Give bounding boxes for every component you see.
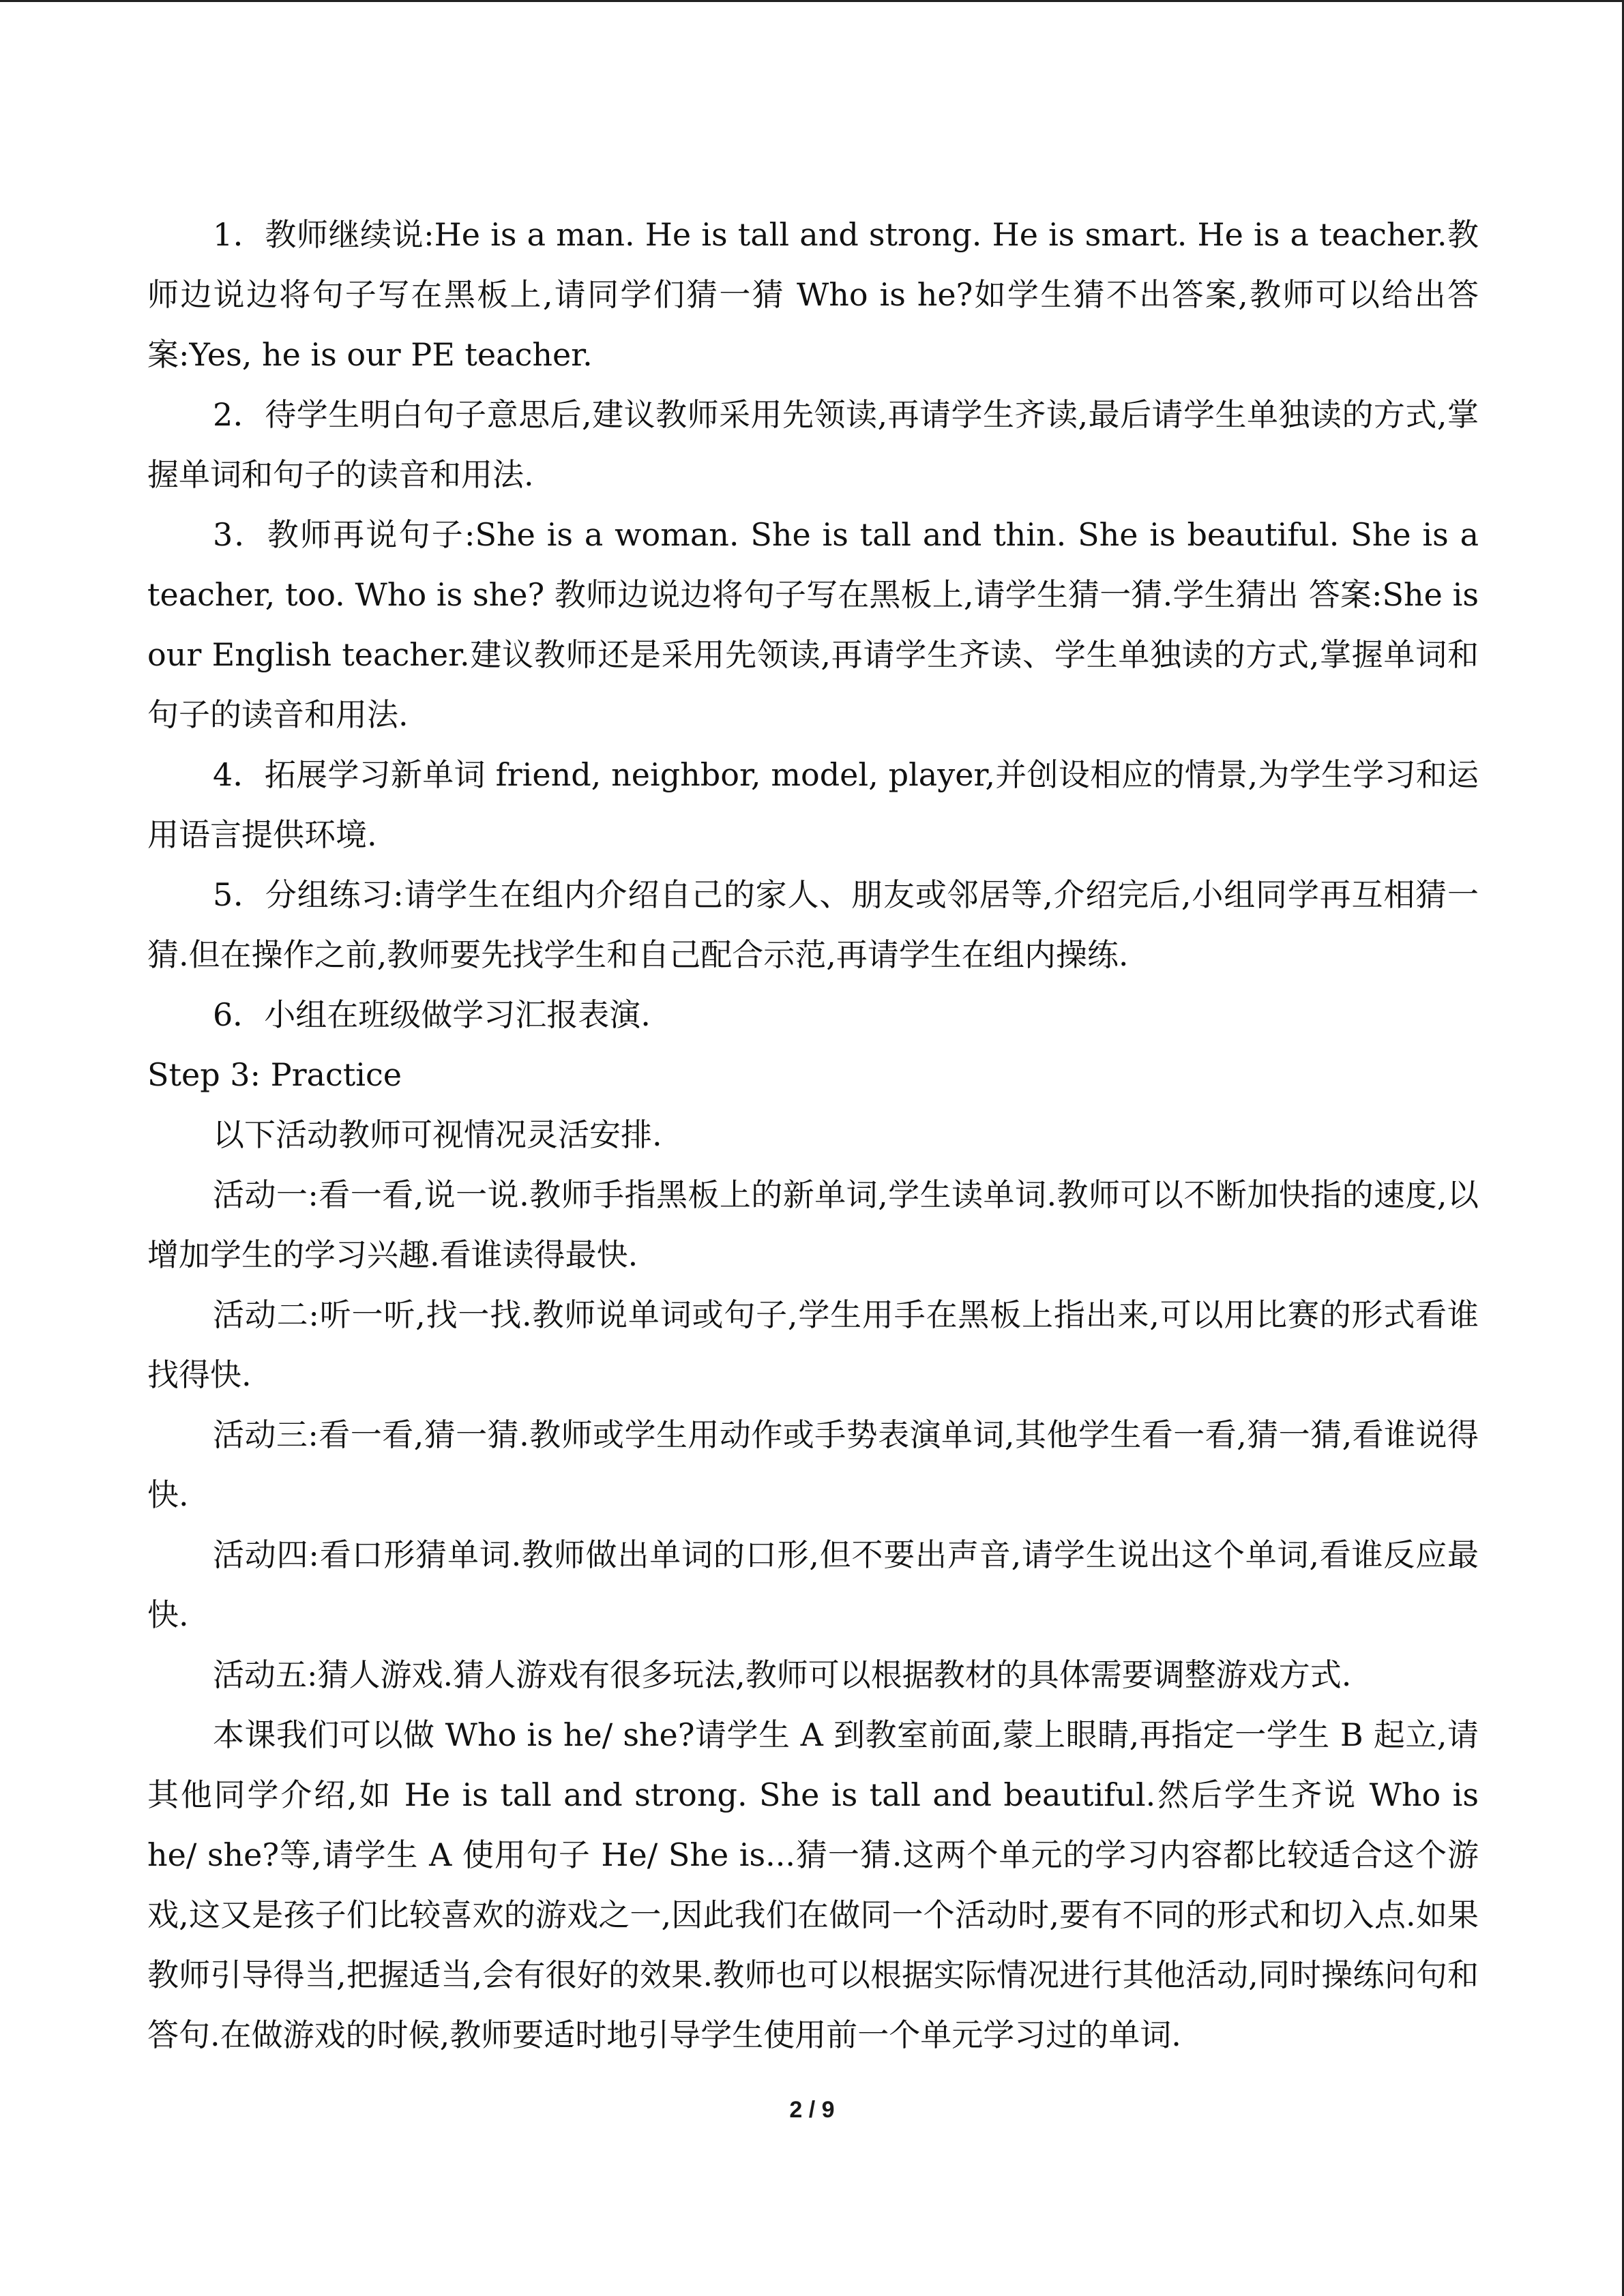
paragraph-step-6: 6．小组在班级做学习汇报表演. [213,996,651,1033]
paragraph-step-5: 5．分组练习:请学生在组内介绍自己的家人、朋友或邻居等,介绍完后,小组同学再互相猜一猜.但在操作之前,教师要先找学生和自己配合示范,再请学生在组内操练. [147,876,1479,973]
paragraph-activity-5: 活动五:猜人游戏.猜人游戏有很多玩法,教师可以根据教材的具体需要调整游戏方式. [213,1656,1352,1693]
paragraph-activity-1: 活动一:看一看,说一说.教师手指黑板上的新单词,学生读单词.教师可以不断加快指的速度,以增加学生的学习兴趣.看谁读得最快. [147,1176,1479,1273]
paragraph-step-3: 3．教师再说句子:She is a woman. She is tall and thin. She is beautiful. She is a teacher, too. Who is she? 教师边说边将句子写在黑板上,请学生猜一猜.学生猜出 答案:She is our English teacher.建议教师还是采用先领读,再请学生齐读、学生单独读的方式,掌握单词和句子的读音和用法. [147,516,1479,733]
paragraph-activity-3: 活动三:看一看,猜一猜.教师或学生用动作或手势表演单词,其他学生看一看,猜一猜,看谁说得快. [147,1416,1479,1513]
paragraph-practice-intro: 以下活动教师可视情况灵活安排. [213,1116,662,1153]
document-body [147,205,1479,2065]
paragraph-step-1: 1．教师继续说:He is a man. He is tall and strong. He is smart. He is a teacher.教师边说边将句子写在黑板上,请同学们猜一猜 Who is he?如学生猜不出答案,教师可以给出答案:Yes, he is our PE teacher. [147,216,1479,373]
paragraph-game-description: 本课我们可以做 Who is he/ she?请学生 A 到教室前面,蒙上眼睛,再指定一学生 B 起立,请其他同学介绍,如 He is tall and strong. She is tall and beautiful.然后学生齐说 Who is he/ she?等,请学生 A 使用句子 He/ She is...猜一猜.这两个单元的学习内容都比较适合这个游戏,这又是孩子们比较喜欢的游戏之一,因此我们在做同一个活动时,要有不同的形式和切入点.如果教师引导得当,把握适当,会有很好的效果.教师也可以根据实际情况进行其他活动,同时操练问句和答句.在做游戏的时候,教师要适时地引导学生使用前一个单元学习过的单词. [147,1716,1479,2053]
paragraph-activity-2: 活动二:听一听,找一找.教师说单词或句子,学生用手在黑板上指出来,可以用比赛的形式看谁找得快. [147,1296,1479,1393]
paragraph-activity-4: 活动四:看口形猜单词.教师做出单词的口形,但不要出声音,请学生说出这个单词,看谁反应最快. [147,1536,1479,1633]
paragraph-step-2: 2．待学生明白句子意思后,建议教师采用先领读,再请学生齐读,最后请学生单独读的方式,掌握单词和句子的读音和用法. [147,396,1479,493]
section-heading-practice: Step 3: Practice [147,1056,402,1093]
paragraph-step-4: 4．拓展学习新单词 friend, neighbor, model, player,并创设相应的情景,为学生学习和运用语言提供环境. [147,756,1479,853]
page-top-border [0,0,1624,2]
page-number: 2 / 9 [789,2097,835,2123]
